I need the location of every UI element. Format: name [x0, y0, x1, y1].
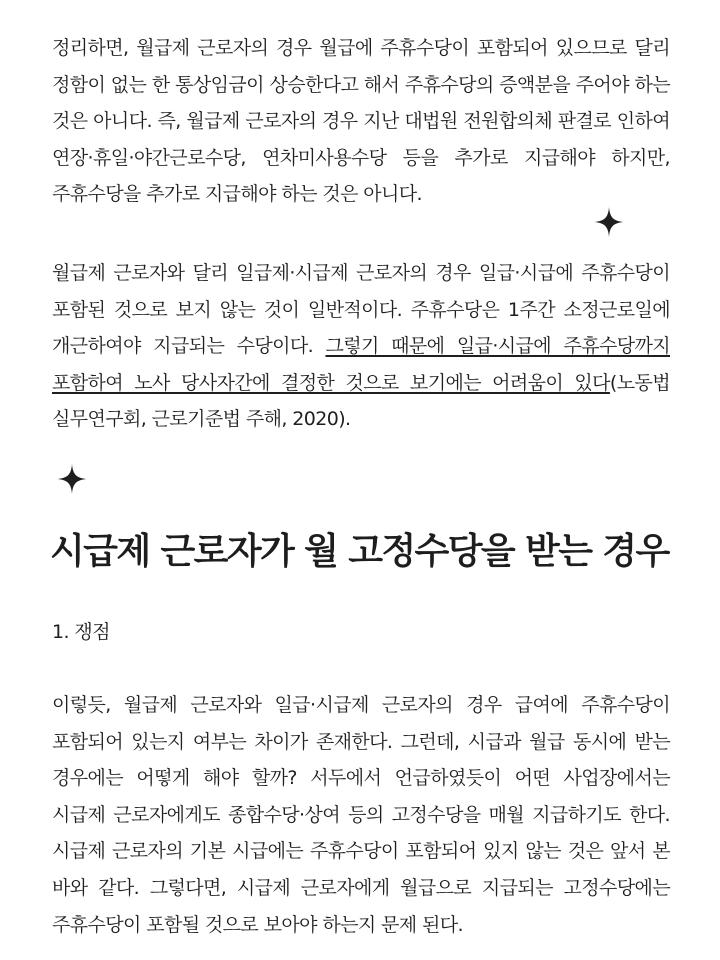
- paragraph-text: 월급제 근로자와 달리 일급제·시급제 근로자의 경우 일급·시급에 주휴수당이 포함된 것으로 보지 않는 것이 일반적이다. 주휴수당은 1주간 소정근로일에 개근하여야 지급되는 수당이다.: [52, 262, 670, 358]
- section-subheading: 1. 쟁점: [52, 621, 110, 643]
- paragraph-daily-hourly-workers: [52, 255, 670, 438]
- paragraph-issue: 이렇듯, 월급제 근로자와 일급·시급제 근로자의 경우 급여에 주휴수당이 포함되어 있는지 여부는 차이가 존재한다. 그런데, 시급과 월급 동시에 받는 경우에는 어떻게 해야 할까? 서두에서 언급하였듯이 어떤 사업장에서는 시급제 근로자에게도 종합수당·상여 등의 고정수당을 매월 지급하기도 한다. 시급제 근로자의 기본 시급에는 주휴수당이 포함되어 있지 않는 것은 앞서 본 바와 같다. 그렇다면, 시급제 근로자에게 월급으로 지급되는 고정수당에는 주휴수당이 포함될 것으로 보아야 하는지 문제 된다.: [52, 694, 670, 936]
- citation-text: (노동법 실무연구회, 근로기준법 주해, 2020).: [52, 371, 670, 431]
- underlined-text: 그렇기 때문에 일급·시급에 주휴수당까지 포함하여 노사 당사자간에 결정한 것으로 보기에는 어려움이 있다: [52, 335, 671, 394]
- sparkle-icon: [57, 464, 87, 494]
- section-heading: 시급제 근로자가 월 고정수당을 받는 경우: [50, 531, 669, 572]
- sparkle-icon: [594, 207, 624, 237]
- paragraph-summary: 정리하면, 월급제 근로자의 경우 월급에 주휴수당이 포함되어 있으므로 달리 정함이 없는 한 통상임금이 상승한다고 해서 주휴수당의 증액분을 주어야 하는 것은 아니다. 즉, 월급제 근로자의 경우 지난 대법원 전원합의체 판결로 인하여 연장·휴일·야간근로수당, 연차미사용수당 등을 추가로 지급해야 하지만, 주휴수당을 추가로 지급해야 하는 것은 아니다.: [52, 37, 670, 206]
